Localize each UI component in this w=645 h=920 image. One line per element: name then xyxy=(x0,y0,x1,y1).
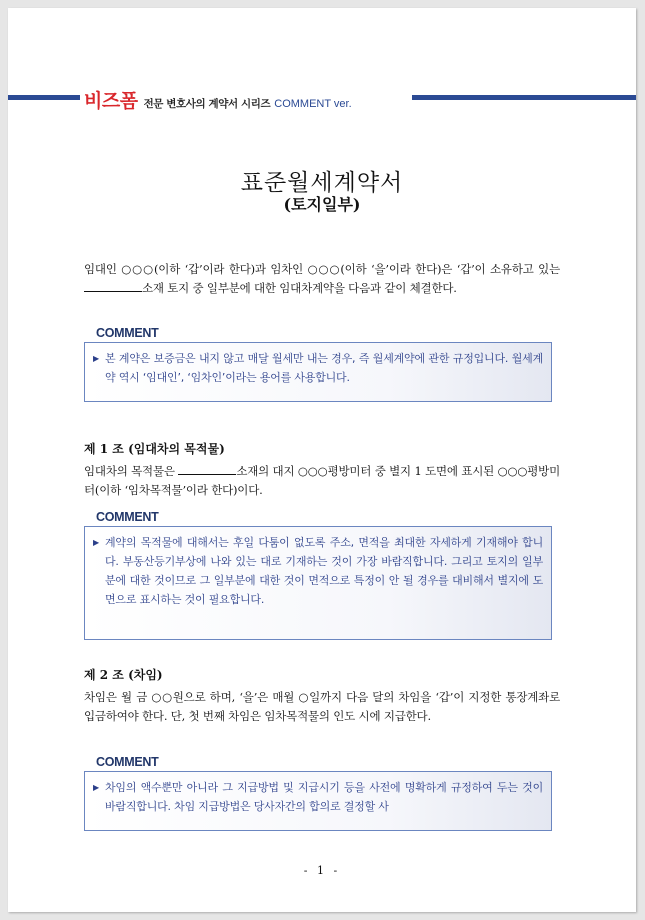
intro-text-1: 임대인 ○○○(이하 ‘갑’이라 한다)과 임차인 ○○○(이하 ‘을’이라 한다)은 ‘갑’이 소유하고 있는 xyxy=(84,262,560,276)
article-1-paragraph xyxy=(84,462,560,500)
triangle-right-icon: ▶ xyxy=(93,538,99,547)
document-page xyxy=(8,8,636,912)
brand-name: 비즈폼 xyxy=(84,90,138,112)
comment-box xyxy=(84,526,552,640)
document-subtitle: (토지일부) xyxy=(283,195,361,214)
article-1-text-1: 임대차의 목적물은 xyxy=(84,464,179,478)
comment-box xyxy=(84,342,552,402)
triangle-right-icon: ▶ xyxy=(93,783,99,792)
comment-label: COMMENT xyxy=(96,510,172,524)
comment-text: 계약의 목적물에 대해서는 후일 다툼이 없도록 주소, 면적을 최대한 자세하게 기재해야 합니다. 부동산등기부상에 나와 있는 대로 기재하는 것이 가장 바람직합니다. 그리고 토지의 일부분에 대한 것이므로 그 일부분에 대한 것이 면적으로 특정이 안 될 경우를 대비해서 별지에 도면으로 표시하는 것이 필요합니다. xyxy=(105,536,543,606)
intro-paragraph xyxy=(84,260,560,298)
intro-text-2: 소재 토지 중 일부분에 대한 임대차계약을 다음과 같이 체결한다. xyxy=(142,281,457,295)
banner-label xyxy=(84,86,352,110)
blank-line xyxy=(84,279,142,292)
comment-text: 본 계약은 보증금은 내지 않고 매달 월세만 내는 경우, 즉 월세계약에 관한 규정입니다. 월세계약 역시 ‘임대인’, ‘임차인’이라는 용어를 사용합니다. xyxy=(105,352,543,384)
blank-line xyxy=(178,462,236,475)
comment-box xyxy=(84,771,552,831)
comment-label: COMMENT xyxy=(96,755,172,769)
article-2-heading: 제 2 조 (차임) xyxy=(84,668,163,682)
article-1-text-2: 소재의 대지 ○○○평방미터 중 별지 1 도면에 표시된 ○○○평방미터(이하 ‘임차목적물’이라 한다)이다. xyxy=(84,464,561,497)
article-1-heading: 제 1 조 (임대차의 목적물) xyxy=(84,442,225,456)
comment-text: 차임의 액수뿐만 아니라 그 지급방법 및 지급시기 등을 사전에 명확하게 규정하여 두는 것이 바람직합니다. 차임 지급방법은 당사자간의 합의로 결정할 사 xyxy=(105,781,543,813)
header-banner xyxy=(8,86,636,110)
page-number: - 1 - xyxy=(303,864,341,877)
comment-label: COMMENT xyxy=(96,326,172,340)
version-label: COMMENT ver. xyxy=(274,98,352,110)
article-2-paragraph: 차임은 월 금 ○○원으로 하며, ‘을’은 매월 ○일까지 다음 달의 차임을 ‘갑’이 지정한 통장계좌로 입금하여야 한다. 단, 첫 번째 차임은 임차목적물의 인도 시에 지급한다. xyxy=(84,690,560,723)
banner-bar-right xyxy=(412,95,636,100)
banner-bar-left xyxy=(8,95,80,100)
series-name: 전문 변호사의 계약서 시리즈 xyxy=(143,98,271,110)
triangle-right-icon: ▶ xyxy=(93,354,99,363)
document-title: 표준월세계약서 xyxy=(240,170,404,196)
